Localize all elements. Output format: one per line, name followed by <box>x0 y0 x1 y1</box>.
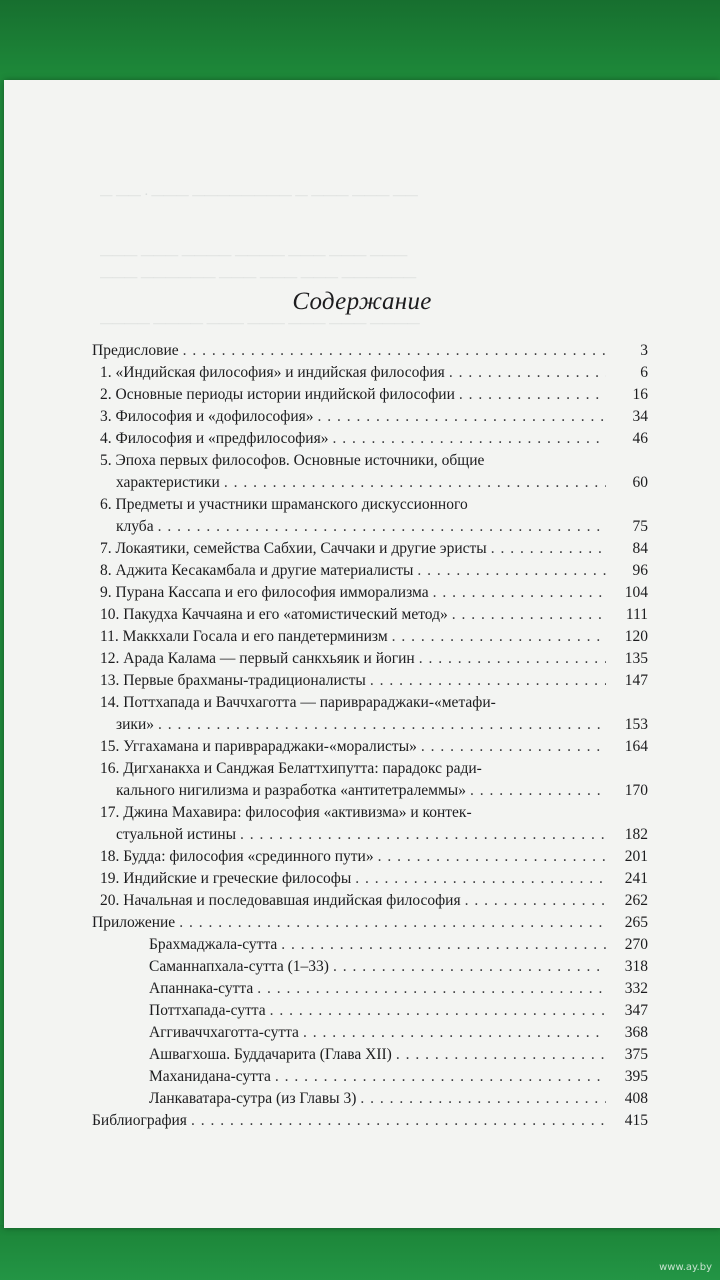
toc-entry <box>92 362 648 384</box>
toc-page-number: 395 <box>624 1068 648 1085</box>
toc-page-number: 153 <box>624 716 648 733</box>
toc-entry <box>92 626 648 648</box>
toc-entry-title: 9. Пурана Кассапа и его философия имморализма <box>100 584 429 601</box>
toc-page-number: 170 <box>624 782 648 799</box>
toc-entry <box>92 582 648 604</box>
toc-dot-leader <box>240 824 606 846</box>
toc-entry-title: 20. Начальная и последовавшая индийская философия <box>100 892 461 909</box>
toc-entry <box>92 846 648 868</box>
toc-dot-leader <box>270 1000 606 1022</box>
toc-dot-leader <box>303 1022 606 1044</box>
bleed-through-text: ———— ———— ——— ——— ——— ——— ———— <box>100 316 420 331</box>
toc-page-number: 332 <box>624 980 648 997</box>
toc-page-number: 375 <box>624 1046 648 1063</box>
toc-entry <box>92 648 648 670</box>
toc-entry-title: 16. Дигханакха и Санджая Белаттхипутта: парадокс ради- <box>100 760 482 777</box>
bleed-through-text: ——— ——— ———— ———— ——— ——— ——— <box>100 248 408 263</box>
toc-entry <box>92 472 648 494</box>
toc-page-number: 96 <box>632 562 648 579</box>
toc-dot-leader <box>224 472 606 494</box>
toc-dot-leader <box>158 714 606 736</box>
toc-entry-title: 15. Уггахамана и париврараджаки-«моралисты» <box>100 738 417 755</box>
toc-entry <box>92 868 648 890</box>
toc-entry-title: 14. Поттхапада и Ваччхаготта — париврараджаки-«метафи- <box>100 694 496 711</box>
toc-dot-leader <box>419 648 606 670</box>
toc-entry <box>92 1110 648 1132</box>
toc-entry <box>92 714 648 736</box>
toc-dot-leader <box>452 604 606 626</box>
toc-page-number: 84 <box>632 540 648 557</box>
toc-entry <box>92 560 648 582</box>
toc-entry <box>92 406 648 428</box>
toc-entry <box>92 934 648 956</box>
toc-dot-leader <box>360 1088 606 1110</box>
toc-page-number: 75 <box>632 518 648 535</box>
toc-dot-leader <box>257 978 606 1000</box>
toc-entry-title: Аггиваччхаготта-сутта <box>149 1024 299 1041</box>
toc-page-number: 408 <box>624 1090 648 1107</box>
toc-entry-title: 3. Философия и «дофилософия» <box>100 408 314 425</box>
toc-entry-title: 17. Джина Махавира: философия «активизма» и контек- <box>100 804 472 821</box>
toc-page-number: 147 <box>624 672 648 689</box>
toc-entry-title: Поттхапада-сутта <box>149 1002 266 1019</box>
toc-entry-title: 8. Аджита Кесакамбала и другие материалисты <box>100 562 414 579</box>
toc-entry-title: Библиография <box>92 1112 187 1129</box>
toc-entry <box>92 340 648 362</box>
toc-page-number: 201 <box>624 848 648 865</box>
toc-entry <box>92 450 648 472</box>
toc-page-number: 104 <box>624 584 648 601</box>
toc-entry-title: Маханидана-сутта <box>149 1068 271 1085</box>
toc-entry <box>92 736 648 758</box>
toc-entry <box>92 956 648 978</box>
toc-entry-title: Ашвагхоша. Буддачарита (Глава XII) <box>149 1046 392 1063</box>
toc-entry <box>92 604 648 626</box>
watermark: www.ay.by <box>659 1262 712 1273</box>
toc-entry-title: Брахмаджала-сутта <box>149 936 278 953</box>
toc-entry <box>92 384 648 406</box>
toc-entry-title: Ланкаватара-сутра (из Главы 3) <box>149 1090 357 1107</box>
toc-dot-leader <box>392 626 606 648</box>
toc-dot-leader <box>470 780 606 802</box>
toc-entry <box>92 516 648 538</box>
toc-dot-leader <box>281 934 606 956</box>
toc-entry <box>92 912 648 934</box>
toc-page-number: 368 <box>624 1024 648 1041</box>
toc-entry-title: 12. Арада Калама — первый санкхьяик и йогин <box>100 650 415 667</box>
toc-dot-leader <box>179 912 606 934</box>
table-of-contents <box>92 340 648 1132</box>
toc-page-number: 318 <box>624 958 648 975</box>
bleed-through-text: ——— —————— ——— ——— ——— —————— <box>100 270 417 285</box>
toc-page-number: 262 <box>624 892 648 909</box>
toc-page-number: 3 <box>640 342 648 359</box>
toc-entry <box>92 538 648 560</box>
toc-entry <box>92 890 648 912</box>
toc-dot-leader <box>183 340 606 362</box>
toc-page-number: 265 <box>624 914 648 931</box>
toc-entry-title: клуба <box>116 518 154 535</box>
bleed-through-text: — —— · ——— ———————— — ——— ——— —— <box>100 188 418 203</box>
toc-entry <box>92 758 648 780</box>
toc-entry <box>92 1000 648 1022</box>
toc-entry <box>92 802 648 824</box>
toc-dot-leader <box>370 670 606 692</box>
toc-entry-title: характеристики <box>116 474 220 491</box>
toc-dot-leader <box>459 384 606 406</box>
toc-page-number: 120 <box>624 628 648 645</box>
toc-dot-leader <box>465 890 606 912</box>
toc-entry <box>92 494 648 516</box>
toc-entry <box>92 670 648 692</box>
toc-dot-leader <box>491 538 606 560</box>
toc-entry-title: кального нигилизма и разработка «антитетралеммы» <box>116 782 466 799</box>
toc-dot-leader <box>449 362 606 384</box>
toc-entry <box>92 824 648 846</box>
toc-entry <box>92 780 648 802</box>
toc-dot-leader <box>333 956 606 978</box>
toc-entry-title: 7. Локаятики, семейства Сабхии, Саччаки и другие эристы <box>100 540 487 557</box>
toc-page-number: 46 <box>632 430 648 447</box>
toc-entry <box>92 692 648 714</box>
toc-page-number: 347 <box>624 1002 648 1019</box>
toc-entry-title: Приложение <box>92 914 176 931</box>
toc-entry <box>92 978 648 1000</box>
toc-page-number: 241 <box>624 870 648 887</box>
book-page <box>4 80 720 1228</box>
toc-entry-title: стуальной истины <box>116 826 236 843</box>
toc-dot-leader <box>421 736 606 758</box>
toc-page-number: 6 <box>640 364 648 381</box>
toc-dot-leader <box>158 516 606 538</box>
toc-entry <box>92 428 648 450</box>
toc-page-number: 135 <box>624 650 648 667</box>
toc-entry <box>92 1044 648 1066</box>
toc-page-number: 16 <box>632 386 648 403</box>
toc-page-number: 111 <box>625 606 648 623</box>
toc-entry-title: Апаннака-сутта <box>149 980 254 997</box>
toc-page-number: 60 <box>632 474 648 491</box>
toc-entry-title: 2. Основные периоды истории индийской философии <box>100 386 455 403</box>
toc-entry-title: 11. Маккхали Госала и его пандетерминизм <box>100 628 388 645</box>
toc-page-number: 415 <box>624 1112 648 1129</box>
toc-entry-title: 18. Будда: философия «срединного пути» <box>100 848 374 865</box>
toc-dot-leader <box>396 1044 606 1066</box>
toc-dot-leader <box>378 846 606 868</box>
toc-entry-title: зики» <box>116 716 154 733</box>
toc-entry <box>92 1022 648 1044</box>
toc-entry-title: 1. «Индийская философия» и индийская философия <box>100 364 445 381</box>
toc-dot-leader <box>355 868 606 890</box>
toc-dot-leader <box>417 560 606 582</box>
toc-entry <box>92 1066 648 1088</box>
toc-dot-leader <box>318 406 607 428</box>
toc-entry-title: 13. Первые брахманы-традиционалисты <box>100 672 366 689</box>
toc-entry-title: 5. Эпоха первых философов. Основные источники, общие <box>100 452 485 469</box>
toc-dot-leader <box>275 1066 606 1088</box>
green-background-bottom <box>0 1225 720 1280</box>
toc-dot-leader <box>332 428 606 450</box>
toc-entry <box>92 1088 648 1110</box>
toc-entry-title: 10. Пакудха Каччаяна и его «атомистический метод» <box>100 606 448 623</box>
toc-entry-title: Саманнапхала-сутта (1–33) <box>149 958 329 975</box>
page-title: Содержание <box>292 288 432 315</box>
toc-page-number: 270 <box>624 936 648 953</box>
toc-entry-title: 4. Философия и «предфилософия» <box>100 430 329 447</box>
toc-page-number: 164 <box>624 738 648 755</box>
toc-page-number: 182 <box>624 826 648 843</box>
green-background-top <box>0 0 720 80</box>
toc-entry-title: 19. Индийские и греческие философы <box>100 870 352 887</box>
toc-entry-title: 6. Предметы и участники шраманского дискуссионного <box>100 496 468 513</box>
toc-page-number: 34 <box>632 408 648 425</box>
toc-dot-leader <box>191 1110 606 1132</box>
toc-entry-title: Предисловие <box>92 342 179 359</box>
toc-dot-leader <box>433 582 606 604</box>
